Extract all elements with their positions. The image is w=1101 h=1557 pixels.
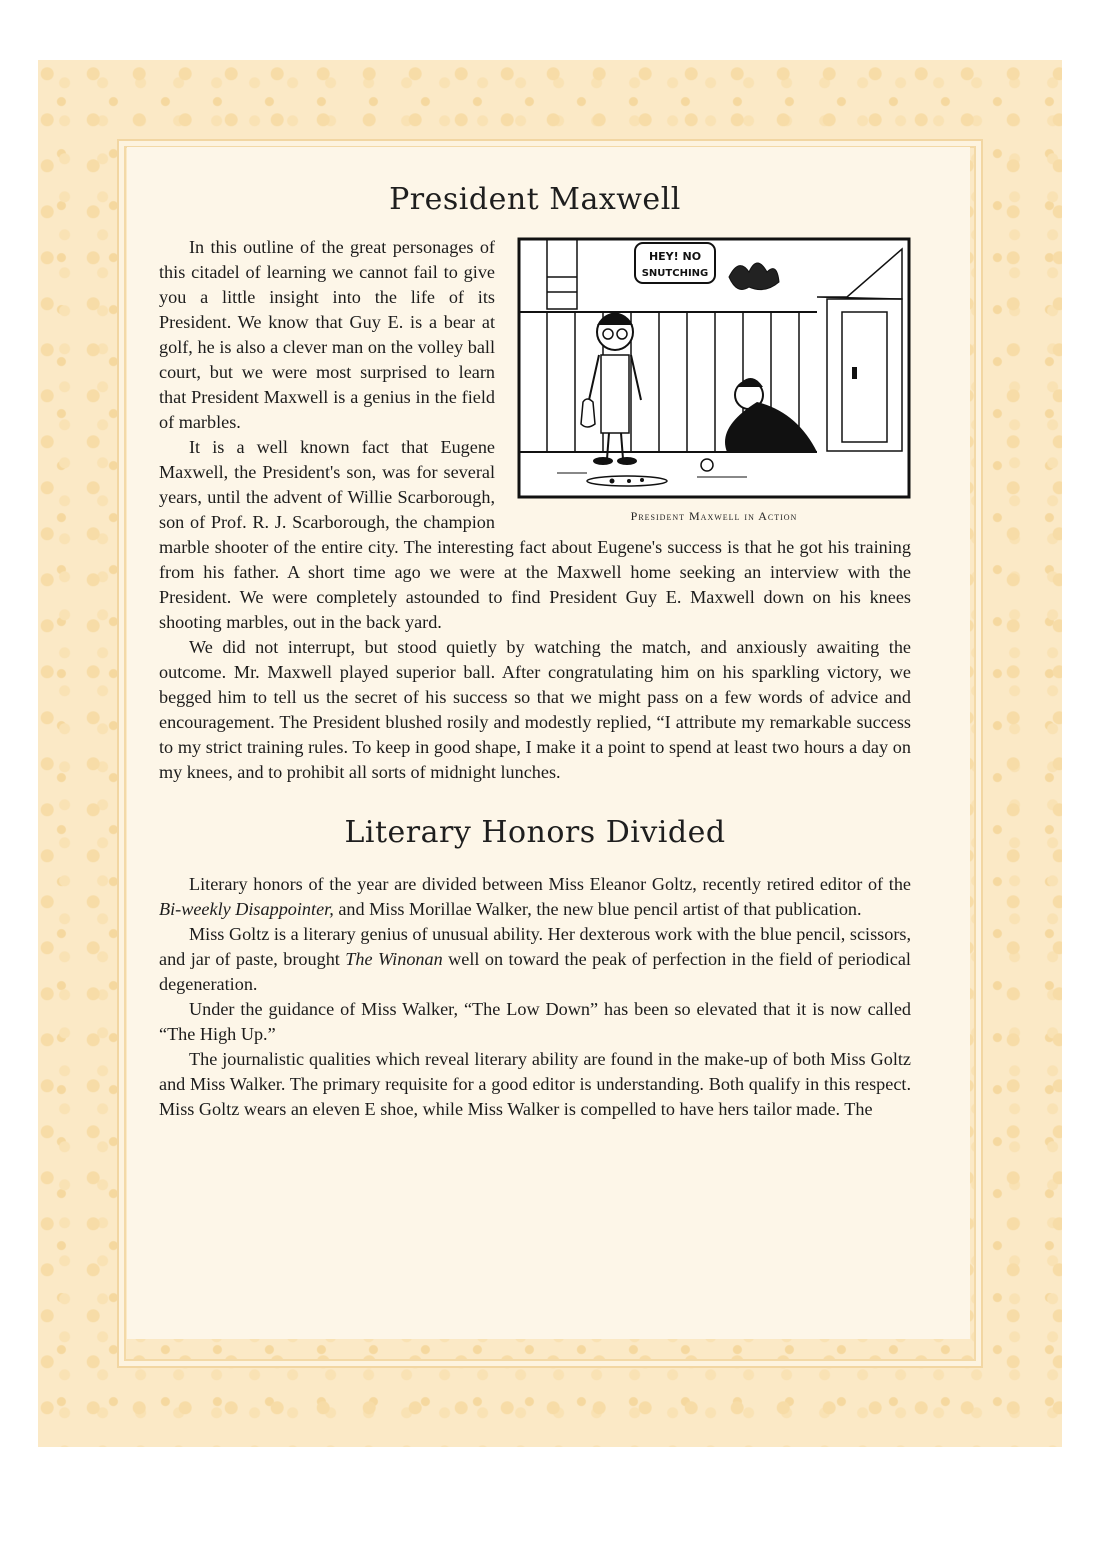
paragraph: The journalistic qualities which reveal literary ability are found in the make-up of both Miss Goltz and Miss Walker. The primary requisite for a good editor is understanding. Both qualify in this respect. Miss Goltz wears an eleven E shoe, while Miss Walker is compelled to have hers tailor made. The [159,1049,911,1119]
cartoon-illustration [517,237,911,499]
publication-title: The Winonan [345,949,443,969]
paragraph: Under the guidance of Miss Walker, “The Low Down” has been so elevated that it is now called “The High Up.” [159,999,911,1044]
cartoon-figure [517,237,911,524]
publication-title: Bi-weekly Disappointer, [159,899,334,919]
section-title-president-maxwell: President Maxwell [389,182,681,217]
section-title-literary-honors: Literary Honors Divided [344,815,726,850]
figure-caption: President Maxwell in Action [630,509,798,523]
paragraph: It is a well known fact that Eugene Maxwell, the President's son, was for several years, until the advent of Willie Scarborough, son of Prof. R. J. Scarborough, the champion marble shooter of the entire city. The interesting fact about Eugene's success is that he got his training from his father. A short time ago we were at the Maxwell home seeking an interview with the President. We were completely astounded to find President Guy E. Maxwell down on his knees shooting marbles, out in the back yard. [159,437,911,632]
text-run: Miss Goltz is a literary genius of unusual ability. Her dexterous work with the blue pencil, scissors, and jar of paste, brought [159,924,911,969]
paragraph: We did not interrupt, but stood quietly by watching the match, and anxiously awaiting the outcome. Mr. Maxwell played superior ball. After congratulating him on his sparkling victory, we begged him to tell us the secret of his success so that we might pass on a few words of advice and encouragement. The President blushed rosily and modestly replied, “I attribute my remarkable success to my strict training rules. To keep in good shape, I make it a point to spend at least two hours a day on my knees, and to prohibit all sorts of midnight lunches. [159,637,911,782]
text-run: and Miss Morillae Walker, the new blue pencil artist of that publication. [333,899,862,919]
text-run: Literary honors of the year are divided between Miss Eleanor Goltz, recently retired editor of the [189,874,911,894]
paragraph [159,922,911,997]
page-content [159,170,911,1122]
speech-bubble-line2: SNUTCHING [641,268,709,279]
text-run: well on toward the peak of perfection in the field of periodical degeneration. [159,949,911,994]
paragraph: In this outline of the great personages of this citadel of learning we cannot fail to give you a little insight into the life of its President. We know that Guy E. is a bear at golf, he is also a clever man on the volley ball court, but we were most surprised to learn that President Maxwell is a genius in the field of marbles. [159,237,495,432]
paragraph [159,872,911,922]
speech-bubble-line1: HEY! NO [648,250,702,263]
